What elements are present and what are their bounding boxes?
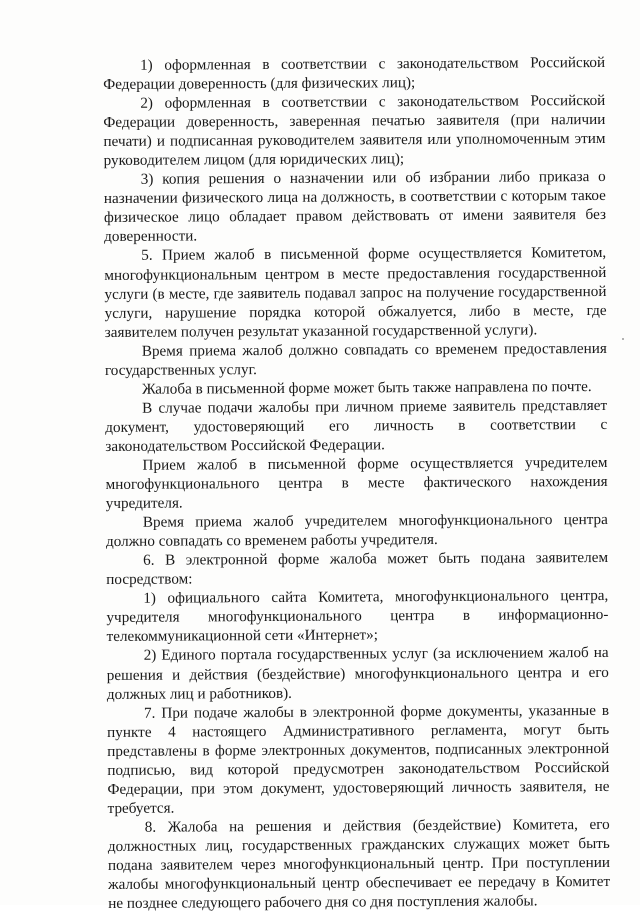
scan-speck xyxy=(622,338,624,340)
paragraph-personal-reception: В случае подачи жалобы при личном приеме заявитель представляет документ, удостоверяющий его личность в соответствии с законодательством Российской Федерации. xyxy=(105,396,608,455)
paragraph-reception-time: Время приема жалоб должно совпадать со временем предоставления государственных услуг. xyxy=(104,339,607,379)
paragraph-item-6-2: 2) Единого портала государственных услуг (за исключением жалоб на решения и действия (бездействие) многофункционального центра и его должных лиц и работников). xyxy=(106,644,609,703)
paragraph-item-6-1: 1) официального сайта Комитета, многофункционального центра, учредителя многофункционального центра в информационно-телекоммуникационной сети «Интернет»; xyxy=(106,587,609,646)
paragraph-founder-reception: Прием жалоб в письменной форме осуществляется учредителем многофункционального центра в месте фактического нахождения учредителя. xyxy=(105,453,608,513)
paragraph-mail: Жалоба в письменной форме может быть также направлена по почте. xyxy=(141,377,592,398)
document-body xyxy=(103,53,610,913)
paragraph-section-5: 5. Прием жалоб в письменной форме осуществляется Комитетом, многофункциональным центром в месте предоставления государственной услуги (в месте, где заявитель подавал запрос на получение государственной услуги, нарушение порядка которой обжалуется, либо в месте, где заявителем получен результат указанной государственной услуги). xyxy=(104,244,607,341)
paragraph-section-6: 6. В электронной форме жалоба может быть подана заявителем посредством: xyxy=(106,549,609,589)
paragraph-item-2: 2) оформленная в соответствии с законодательством Российской Федерации доверенность, заверенная печатью заявителя (при наличии печати) и подписанная руководителем заявителя или уполномоченным этим руководителем лицом (для юридических лиц); xyxy=(103,92,606,170)
paragraph-section-7: 7. При подаче жалобы в электронной форме документы, указанные в пункте 4 настоящего Административного регламента, могут быть представлены в форме электронных документов, подписанных электронной подписью, вид которой предусмотрен законодательством Российской Федерации, при этом документ, удостоверяющий личность заявителя, не требуется. xyxy=(107,701,610,817)
paragraph-founder-time: Время приема жалоб учредителем многофункционального центра должно совпадать со временем работы учредителя. xyxy=(105,511,608,551)
paragraph-item-3: 3) копия решения о назначении или об избрании либо приказа о назначении физического лица на должность, в соответствии с которым такое физическое лицо обладает правом действовать от имени заявителя без доверенности. xyxy=(103,168,607,246)
paragraph-section-8: 8. Жалоба на решения и действия (бездействие) Комитета, его должностных лиц, государственных гражданских служащих может быть подана заявителем через многофункциональный центр. При поступлении жалобы многофункциональный центр обеспечивает ее передачу в Комитет не позднее следующего рабочего дня со дня поступления жалобы. xyxy=(107,815,611,913)
paragraph-item-1: 1) оформленная в соответствии с законодательством Российской Федерации доверенность (для физических лиц); xyxy=(103,53,606,94)
